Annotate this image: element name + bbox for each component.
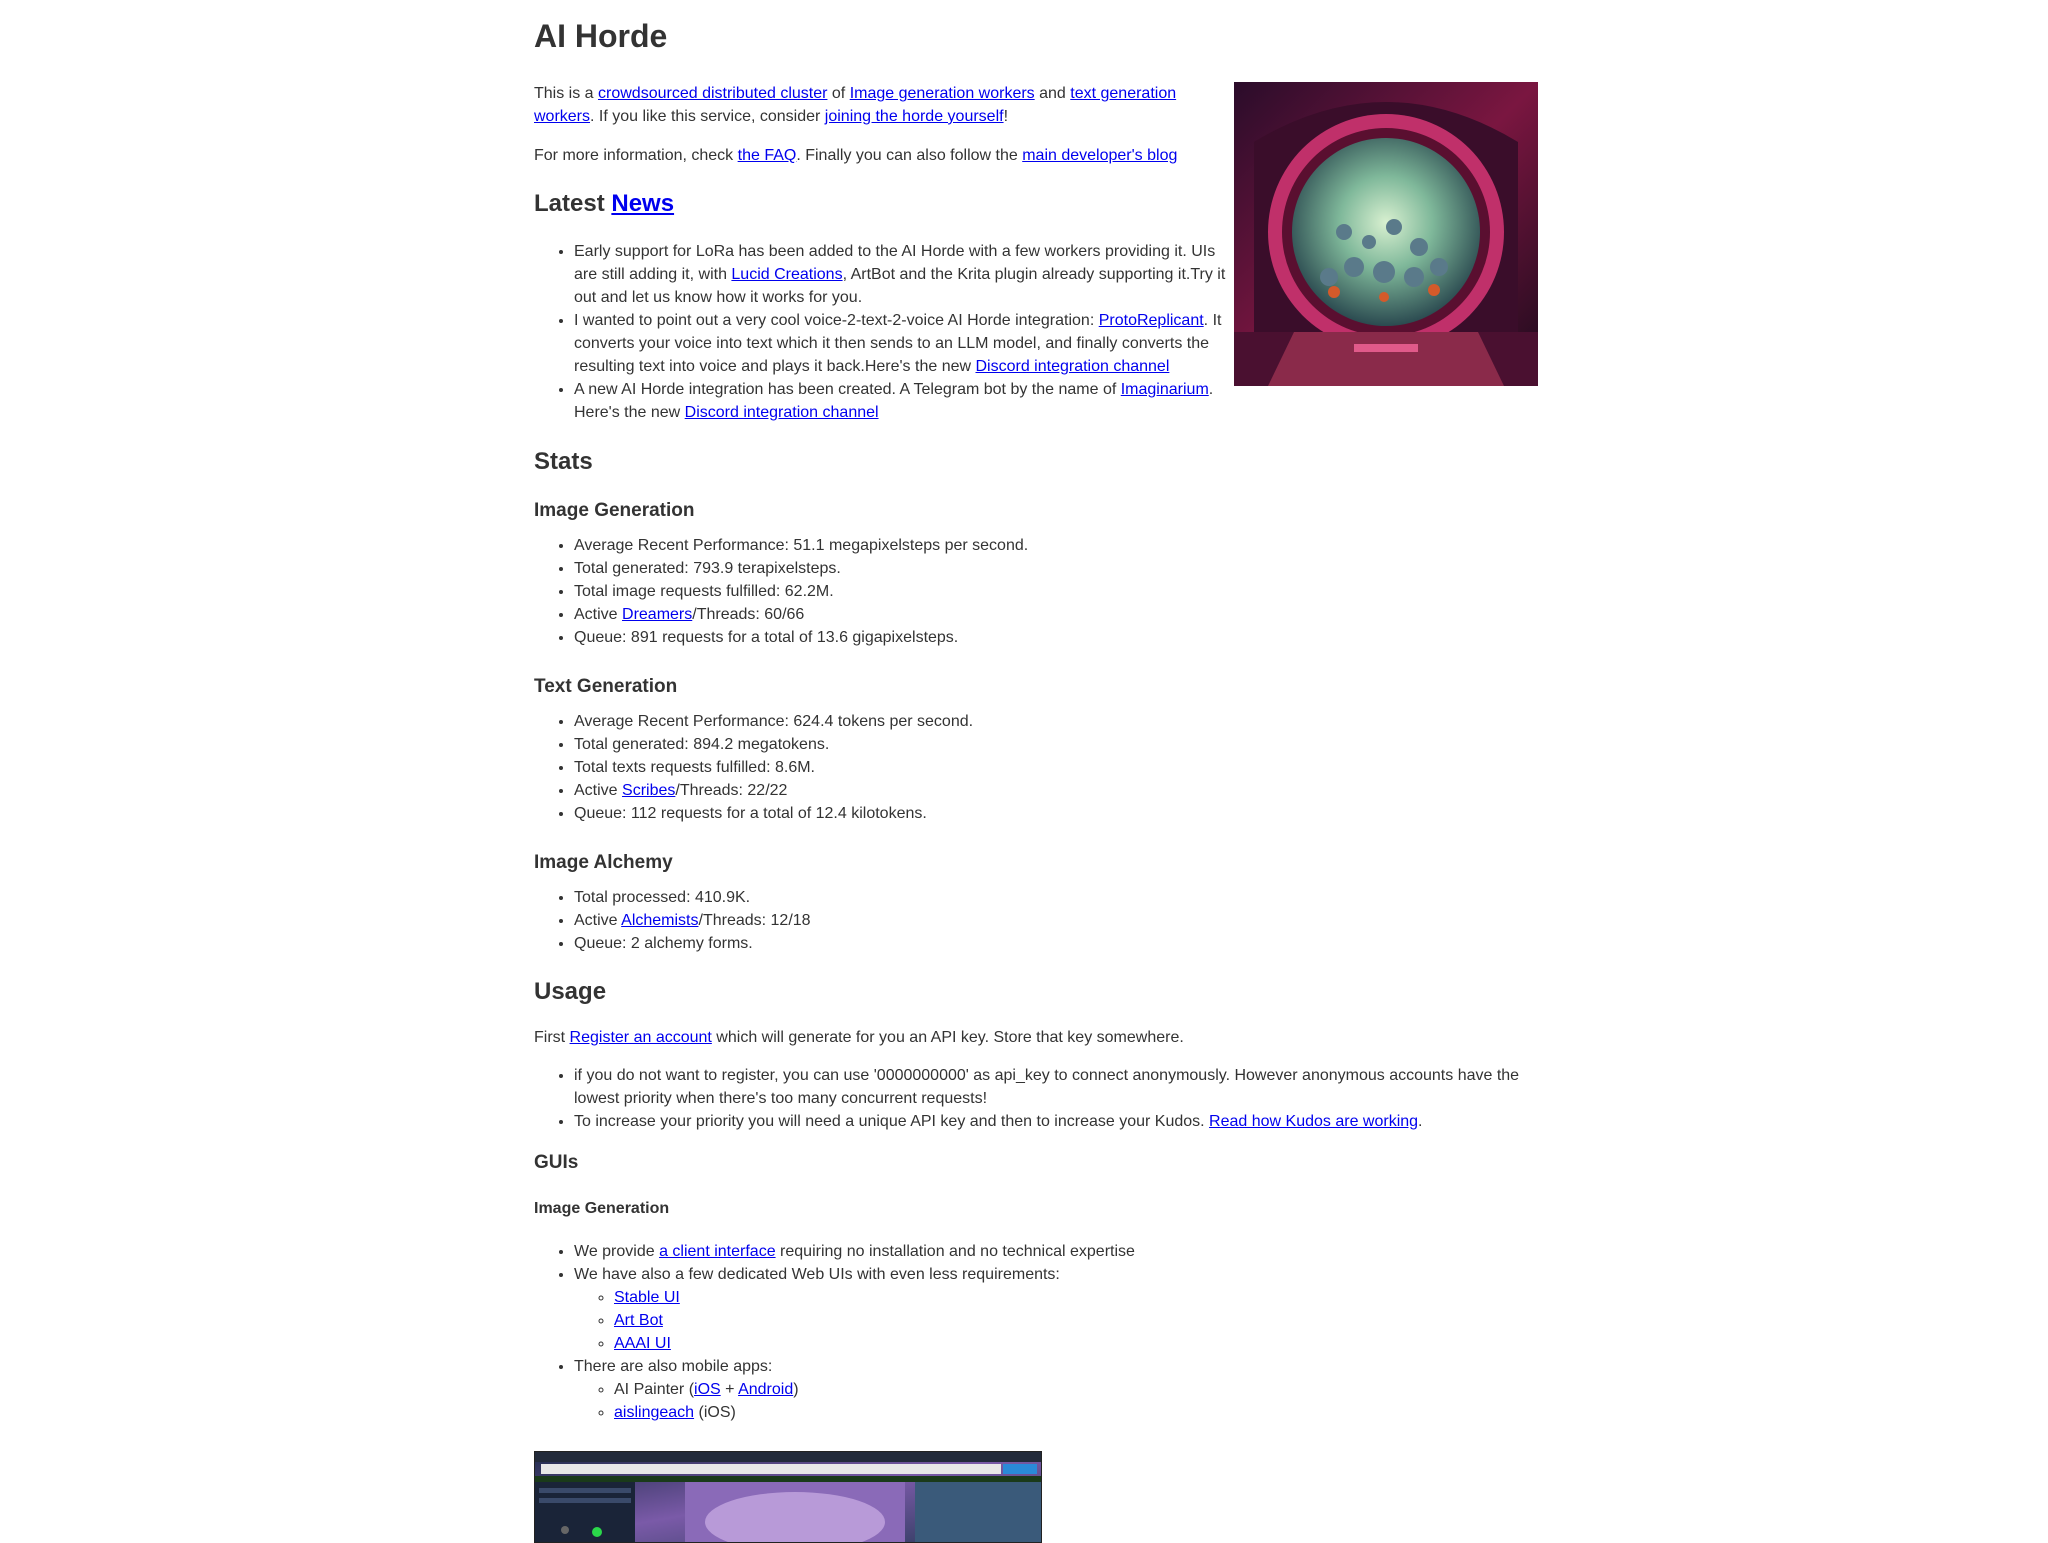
news-item [574,378,1234,424]
gui-text: ) [793,1381,799,1398]
news-heading [534,190,674,218]
developer-blog-link[interactable]: main developer's blog [1022,147,1178,164]
stat-item: • Queue: 2 alchemy forms. [574,932,811,955]
alchemists-link[interactable]: Alchemists [621,912,699,929]
aislingeach-link[interactable]: aislingeach [614,1404,695,1421]
mobile-app-item [614,1401,1135,1424]
discord-channel-link[interactable]: Discord integration channel [975,358,1170,375]
scribes-link[interactable]: Scribes [622,782,676,799]
gui-item [574,1240,1135,1263]
stat-item [574,779,973,802]
intro-text: of [827,85,850,102]
usage-text: which will generate for you an API key. Store that key somewhere. [711,1029,1184,1046]
client-screenshot-graphic [535,1452,1041,1542]
client-screenshot [534,1451,1042,1543]
news-text: . Here's the new [574,381,1214,421]
gui-item [574,1263,1135,1355]
ios-link[interactable]: iOS [694,1381,721,1398]
faq-link[interactable]: the FAQ [737,147,797,164]
intro-paragraph-2 [534,144,1224,167]
client-interface-link[interactable]: a client interface [659,1243,776,1260]
stat-text: Active [574,912,622,929]
gui-text: We provide [574,1243,660,1260]
news-text: . It converts your voice into text which it then sends to an LLM model, and finally converts the resulting text into voice and plays it back.Here's the new [574,312,1222,375]
intro-text: and [1034,85,1071,102]
art-bot-link[interactable]: Art Bot [614,1312,663,1329]
gui-text: + [720,1381,739,1398]
news-list [534,240,1234,424]
crowdsourced-cluster-link[interactable]: crowdsourced distributed cluster [598,85,828,102]
stat-item: • Total generated: 793.9 terapixelsteps. [574,557,1028,580]
webui-item [614,1309,1135,1332]
guis-list [534,1240,1135,1424]
gui-text: We have also a few dedicated Web UIs with even less requirements: [574,1266,1060,1283]
stat-item: • Total image requests fulfilled: 62.2M. [574,580,1028,603]
text-workers-link[interactable]: text generation workers [534,85,1177,125]
intro-text: This is a [534,85,599,102]
guis-image-generation-heading: Image Generation [534,1200,670,1217]
protoreplicant-link[interactable]: ProtoReplicant [1098,312,1204,329]
stat-text: Active [574,606,623,623]
gui-text: (iOS) [694,1404,736,1421]
alchemy-stats-list [534,886,811,955]
gui-text: requiring no installation and no technical expertise [775,1243,1135,1260]
news-text: A new AI Horde integration has been created. A Telegram bot by the name of [574,381,1121,398]
usage-paragraph [534,1026,1184,1049]
gui-item [574,1355,1135,1424]
lucid-creations-link[interactable]: Lucid Creations [731,266,843,283]
text-stats-list [534,710,973,825]
intro-text: . Finally you can also follow the [796,147,1023,164]
usage-item [574,1110,1544,1133]
news-link[interactable]: News [611,190,675,217]
image-workers-link[interactable]: Image generation workers [849,85,1035,102]
stat-text: Active [574,782,623,799]
intro [534,82,1224,183]
stat-text: /Threads: 60/66 [692,606,805,623]
aaai-ui-link[interactable]: AAAI UI [614,1335,671,1352]
stat-item: • Queue: 112 requests for a total of 12.4 kilotokens. [574,802,973,825]
kudos-link[interactable]: Read how Kudos are working [1209,1113,1419,1130]
register-account-link[interactable]: Register an account [569,1029,712,1046]
image-generation-heading: Image Generation [534,500,695,521]
gui-text: There are also mobile apps: [574,1358,773,1375]
intro-text: For more information, check [534,147,738,164]
usage-item: • if you do not want to register, you can use '0000000000' as api_key to connect anonymously. However anonymous accounts have the lowest priority when there's too many concurrent requests! [574,1064,1544,1110]
guis-heading: GUIs [534,1152,579,1173]
usage-text: To increase your priority you will need a unique API key and then to increase your Kudos. [574,1113,1210,1130]
stat-item: • Average Recent Performance: 624.4 tokens per second. [574,710,973,733]
intro-text: ! [1003,108,1009,125]
intro-paragraph-1 [534,82,1224,128]
usage-list [534,1064,1544,1133]
stats-heading: Stats [534,448,593,475]
stat-item: • Total generated: 894.2 megatokens. [574,733,973,756]
stat-text: /Threads: 12/18 [698,912,811,929]
news-item [574,309,1234,378]
usage-heading: Usage [534,978,607,1005]
news-item [574,240,1234,309]
join-horde-link[interactable]: joining the horde yourself [824,108,1004,125]
stable-ui-link[interactable]: Stable UI [614,1289,680,1306]
stat-item [574,909,811,932]
hero-image [1234,82,1538,386]
android-link[interactable]: Android [738,1381,794,1398]
news-text: , ArtBot and the Krita plugin already supporting it.Try it out and let us know how it works for you. [574,266,1226,306]
stat-item: • Total processed: 410.9K. [574,886,811,909]
usage-text: . [1418,1113,1423,1130]
imaginarium-link[interactable]: Imaginarium [1120,381,1209,398]
news-text: Early support for LoRa has been added to the AI Horde with a few workers providing it. UIs are still adding it, with [574,243,1216,283]
mobile-app-item [614,1378,1135,1401]
usage-text: First [534,1029,570,1046]
stat-item: • Queue: 891 requests for a total of 13.6 gigapixelsteps. [574,626,1028,649]
discord-channel-link[interactable]: Discord integration channel [684,404,879,421]
page-title: AI Horde [534,18,668,54]
intro-text: . If you like this service, consider [590,108,825,125]
portal-illustration [1234,82,1538,386]
stat-item: • Total texts requests fulfilled: 8.6M. [574,756,973,779]
stat-item [574,603,1028,626]
stat-item: • Average Recent Performance: 51.1 megapixelsteps per second. [574,534,1028,557]
image-stats-list [534,534,1028,649]
dreamers-link[interactable]: Dreamers [622,606,693,623]
text-generation-heading: Text Generation [534,676,678,697]
stat-text: /Threads: 22/22 [675,782,788,799]
news-text: I wanted to point out a very cool voice-2-text-2-voice AI Horde integration: [574,312,1099,329]
image-alchemy-heading: Image Alchemy [534,852,673,873]
news-heading-text: Latest [534,190,612,217]
webui-item [614,1332,1135,1355]
gui-text: AI Painter ( [614,1381,695,1398]
webui-item [614,1286,1135,1309]
